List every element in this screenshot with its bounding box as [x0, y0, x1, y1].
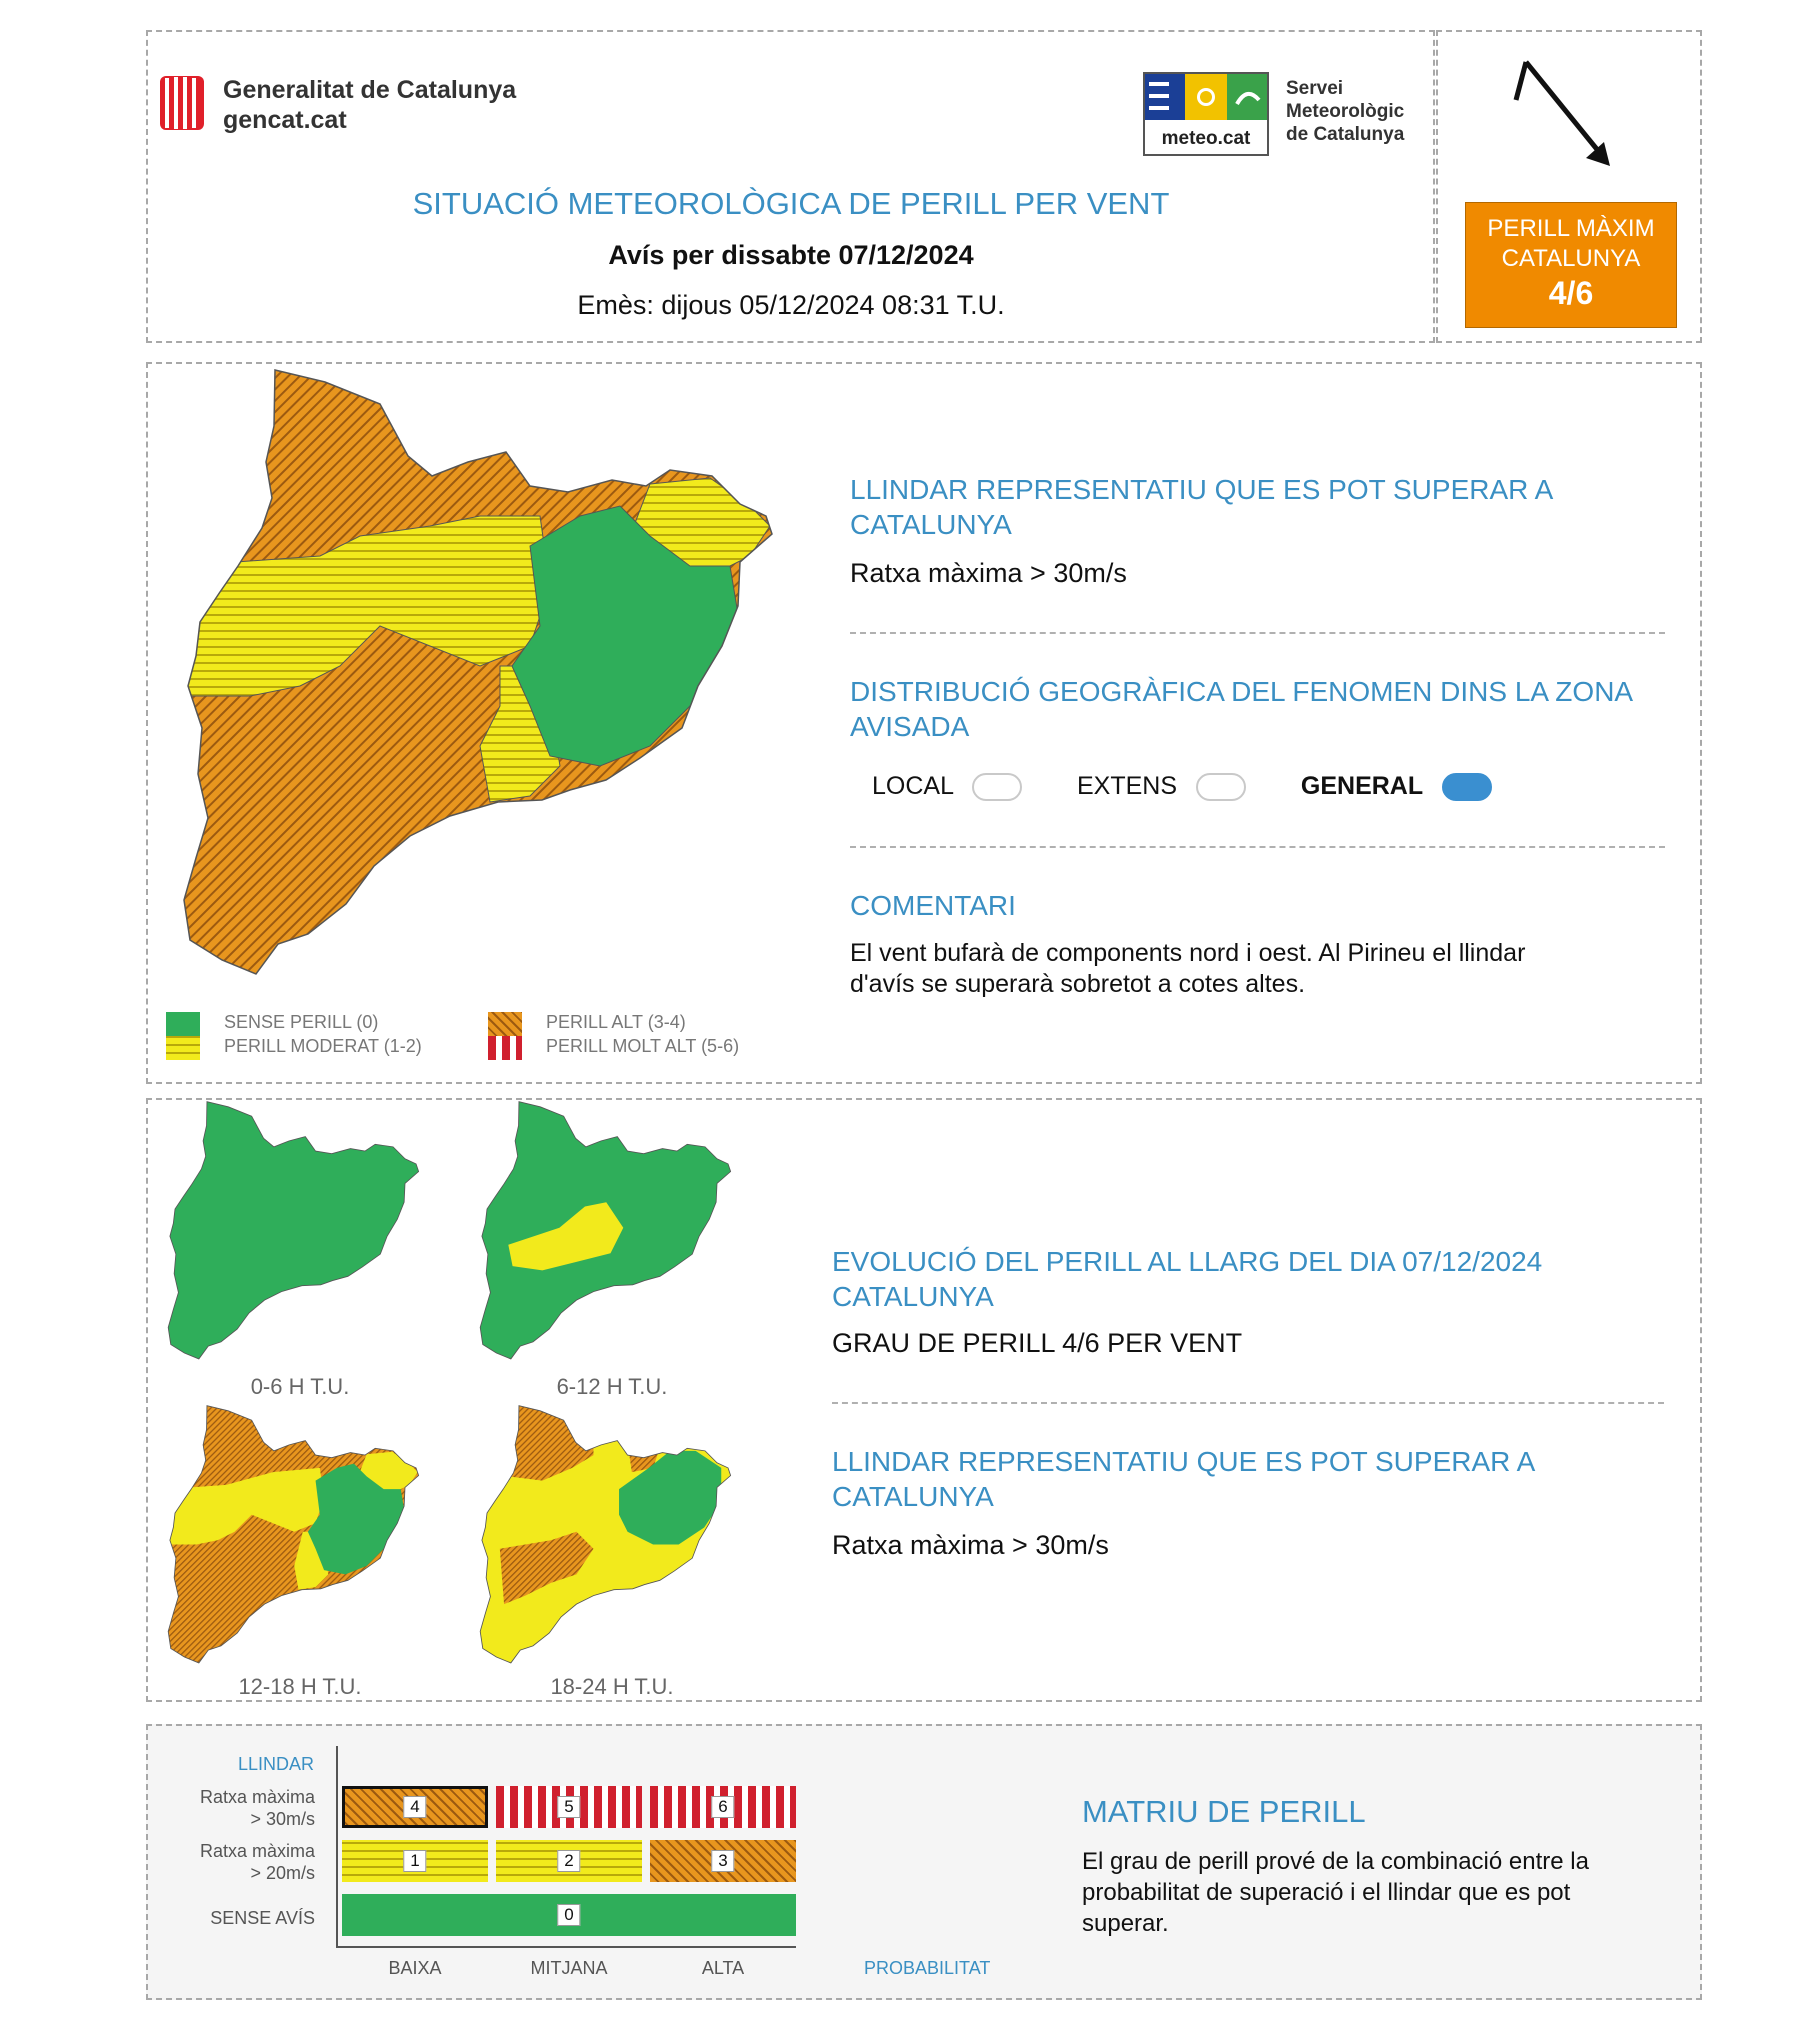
matrix-heading: MATRIU DE PERILL: [1082, 1794, 1366, 1829]
issued-date: Emès: dijous 05/12/2024 08:31 T.U.: [577, 290, 1005, 320]
legend-label-sense-perill: SENSE PERILL (0): [224, 1012, 379, 1032]
matrix-cell-6: [650, 1786, 796, 1828]
evolution-threshold-heading: LLINDAR REPRESENTATIU QUE ES POT SUPERAR A CATALUNYA: [832, 1446, 1534, 1512]
legend-label-perill-moderat: PERILL MODERAT (1-2): [224, 1036, 422, 1056]
matrix-cell-2-value: 2: [557, 1850, 580, 1872]
evolution-grade: GRAU DE PERILL 4/6 PER VENT: [832, 1328, 1243, 1358]
matrix-text: El grau de perill prové de la combinació entre la probabilitat de superació i el llindar que es pot superar.: [1082, 1848, 1589, 1937]
matrix-cell-4: [342, 1786, 488, 1828]
evolution-map-6-12: [462, 1100, 742, 1370]
generalitat-logo: [158, 74, 206, 132]
distribution-extens-toggle[interactable]: [1196, 773, 1246, 801]
matrix-x-axis: [336, 1946, 796, 1948]
matrix-col-mitjana: MITJANA: [530, 1958, 608, 1978]
matrix-cell-3-value: 3: [711, 1850, 734, 1872]
comment-heading: COMENTARI: [850, 890, 1016, 921]
comment-text: El vent bufarà de components nord i oest. Al Pirineu el llindar d'avís se superarà sobretot a cotes altes.: [850, 939, 1526, 998]
page-title: SITUACIÓ METEOROLÒGICA DE PERILL PER VENT: [412, 186, 1170, 221]
matrix-row-label-30: [150, 1786, 315, 1830]
max-danger-value: 4/6: [1548, 275, 1594, 311]
wind-direction-arrow-icon: [1510, 52, 1620, 172]
evolution-heading: [832, 1244, 1542, 1314]
matrix-row-label-20: [150, 1840, 315, 1884]
distribution-options: [872, 772, 1492, 801]
warning-date: Avís per dissabte 07/12/2024: [608, 240, 974, 270]
distribution-heading: DISTRIBUCIÓ GEOGRÀFICA DEL FENOMEN DINS LA ZONA AVISADA: [850, 676, 1632, 742]
evolution-map-0-6: [150, 1100, 430, 1370]
matrix-row-label-20-b: > 20m/s: [250, 1863, 315, 1883]
evolution-heading-line1: EVOLUCIÓ DEL PERILL AL LLARG DEL DIA 07/12/2024: [832, 1246, 1543, 1277]
matrix-axis-title: LLINDAR: [238, 1754, 315, 1774]
evolution-map-18-24: [462, 1404, 742, 1674]
legend-swatch-perill-alt: [488, 1012, 522, 1036]
matrix-cell-2: [496, 1840, 642, 1882]
evolution-map-12-18: [150, 1404, 430, 1674]
matrix-row-label-sense: SENSE AVÍS: [210, 1908, 315, 1928]
gov-name: Generalitat de Catalunya: [223, 76, 517, 104]
matrix-cell-5-value: 5: [557, 1796, 580, 1818]
meteo-name-1: Servei: [1286, 78, 1344, 99]
matrix-cell-5: [496, 1786, 642, 1828]
meteo-name-2: Meteorològic: [1286, 101, 1405, 122]
max-danger-line2: CATALUNYA: [1501, 245, 1641, 272]
max-danger-badge: [1465, 202, 1677, 328]
legend-swatch-sense-perill: [166, 1012, 200, 1036]
matrix-col-alta: ALTA: [701, 1958, 745, 1978]
gov-site: gencat.cat: [223, 106, 347, 134]
matrix-cell-0: [342, 1894, 796, 1936]
matrix-cell-1: [342, 1840, 488, 1882]
legend-swatch-perill-moderat: [166, 1036, 200, 1060]
matrix-cell-1-value: 1: [403, 1850, 426, 1872]
legend-label-perill-alt: PERILL ALT (3-4): [546, 1012, 686, 1032]
matrix-cell-4-value: 4: [403, 1796, 426, 1818]
distribution-general-label: GENERAL: [1300, 772, 1424, 800]
matrix-cell-6-value: 6: [711, 1796, 734, 1818]
matrix-axis-probabilitat: PROBABILITAT: [864, 1958, 991, 1978]
evolution-map-label-6-12: 6-12 H T.U.: [556, 1374, 668, 1399]
meteocat-logo: [1143, 72, 1269, 156]
matrix-cell-3: [650, 1840, 796, 1882]
distribution-general-toggle[interactable]: [1442, 773, 1492, 801]
evolution-heading-line2: CATALUNYA: [832, 1281, 994, 1312]
distribution-local-label: LOCAL: [872, 772, 954, 800]
distribution-extens-label: EXTENS: [1076, 772, 1177, 800]
max-danger-line1: PERILL MÀXIM: [1487, 215, 1655, 242]
evolution-map-label-18-24: 18-24 H T.U.: [550, 1674, 674, 1699]
matrix-cell-0-value: 0: [557, 1904, 580, 1926]
evolution-map-label-0-6: 0-6 H T.U.: [250, 1374, 350, 1399]
legend-swatch-perill-molt-alt: [488, 1036, 522, 1060]
divider: [850, 846, 1665, 848]
threshold-heading: LLINDAR REPRESENTATIU QUE ES POT SUPERAR A CATALUNYA: [850, 474, 1552, 540]
matrix-col-baixa: BAIXA: [388, 1958, 442, 1978]
divider: [850, 632, 1665, 634]
matrix-y-axis: [336, 1746, 338, 1948]
meteocat-badge: meteo.cat: [1161, 128, 1251, 149]
matrix-row-label-20-a: Ratxa màxima: [199, 1841, 315, 1861]
legend-label-perill-molt-alt: PERILL MOLT ALT (5-6): [546, 1036, 740, 1056]
catalonia-map-main: [150, 366, 790, 1000]
distribution-local-toggle[interactable]: [972, 773, 1022, 801]
evolution-threshold-value: Ratxa màxima > 30m/s: [832, 1530, 1109, 1560]
divider: [832, 1402, 1664, 1404]
evolution-map-label-12-18: 12-18 H T.U.: [238, 1674, 362, 1699]
meteo-name-3: de Catalunya: [1286, 124, 1405, 145]
threshold-value: Ratxa màxima > 30m/s: [850, 558, 1127, 588]
matrix-row-label-30-a: Ratxa màxima: [199, 1787, 315, 1807]
matrix-row-label-30-b: > 30m/s: [250, 1809, 315, 1829]
